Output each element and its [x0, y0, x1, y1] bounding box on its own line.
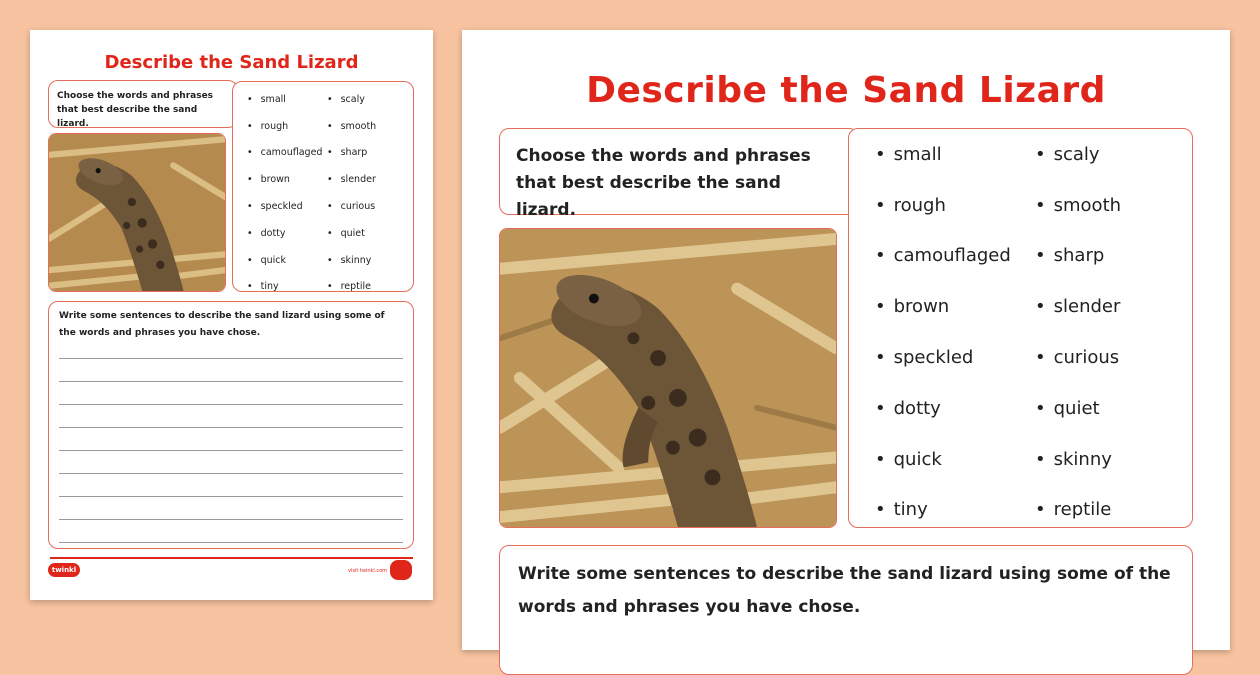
writing-line — [59, 381, 403, 382]
main-worksheet — [462, 30, 1230, 650]
preview-worksheet — [30, 30, 433, 600]
preview-word: • slender — [327, 174, 407, 185]
preview-word: • rough — [247, 121, 327, 132]
word-option: • quiet — [1035, 398, 1195, 419]
footer-divider — [50, 557, 413, 559]
page-title: Describe the Sand Lizard — [586, 70, 1106, 111]
writing-line — [59, 358, 403, 359]
word-option: • tiny — [875, 499, 1035, 520]
preview-word: • reptile — [327, 281, 407, 292]
writing-line — [59, 496, 403, 497]
preview-lizard-photo — [48, 133, 226, 292]
preview-word: • brown — [247, 174, 327, 185]
instruction-text: Choose the words and phrases that best describe the sand lizard. — [516, 146, 811, 220]
writing-line — [59, 404, 403, 405]
preview-instruction: Choose the words and phrases that best describe the sand lizard. — [57, 91, 214, 129]
word-bank — [848, 128, 1193, 528]
writing-line — [59, 450, 403, 451]
word-option: • quick — [875, 449, 1035, 470]
word-option: • small — [875, 144, 1035, 165]
word-option: • sharp — [1035, 245, 1195, 266]
word-option: • brown — [875, 296, 1035, 317]
preview-word: • speckled — [247, 201, 327, 212]
preview-word-bank — [232, 81, 414, 292]
preview-word: • sharp — [327, 147, 407, 158]
preview-word: • smooth — [327, 121, 407, 132]
word-option: • skinny — [1035, 449, 1195, 470]
preview-writing-prompt: Write some sentences to describe the sand lizard using some of the words and phrases you have chose. — [59, 311, 385, 338]
preview-word: • tiny — [247, 281, 327, 292]
lizard-photo — [499, 228, 837, 528]
word-option: • reptile — [1035, 499, 1195, 520]
preview-word-grid — [247, 86, 407, 300]
preview-word: • scaly — [327, 94, 407, 105]
word-option: • smooth — [1035, 195, 1195, 216]
preview-word: • skinny — [327, 255, 407, 266]
preview-word: • quick — [247, 255, 327, 266]
instruction-box — [499, 128, 859, 220]
writing-line — [59, 473, 403, 474]
preview-word: • dotty — [247, 228, 327, 239]
preview-word: • quiet — [327, 228, 407, 239]
writing-line — [59, 427, 403, 428]
writing-line — [59, 542, 403, 543]
preview-word: • camouflaged — [247, 147, 327, 158]
word-option: • camouflaged — [875, 245, 1035, 266]
preview-word: • curious — [327, 201, 407, 212]
preview-instruction-box — [48, 80, 238, 128]
word-grid — [875, 129, 1195, 535]
preview-word: • small — [247, 94, 327, 105]
writing-line — [59, 519, 403, 520]
twinkl-logo: twinkl — [48, 563, 80, 577]
footer-url: visit twinkl.com — [348, 568, 388, 574]
preview-title: Describe the Sand Lizard — [104, 52, 359, 73]
word-option: • curious — [1035, 347, 1195, 368]
preview-writing-box — [48, 301, 414, 549]
twinkl-badge-icon — [390, 560, 412, 580]
word-option: • rough — [875, 195, 1035, 216]
word-option: • scaly — [1035, 144, 1195, 165]
writing-prompt: Write some sentences to describe the sand lizard using some of the words and phrases you have chose. — [518, 564, 1171, 617]
word-option: • slender — [1035, 296, 1195, 317]
word-option: • dotty — [875, 398, 1035, 419]
word-option: • speckled — [875, 347, 1035, 368]
writing-box — [499, 545, 1193, 675]
